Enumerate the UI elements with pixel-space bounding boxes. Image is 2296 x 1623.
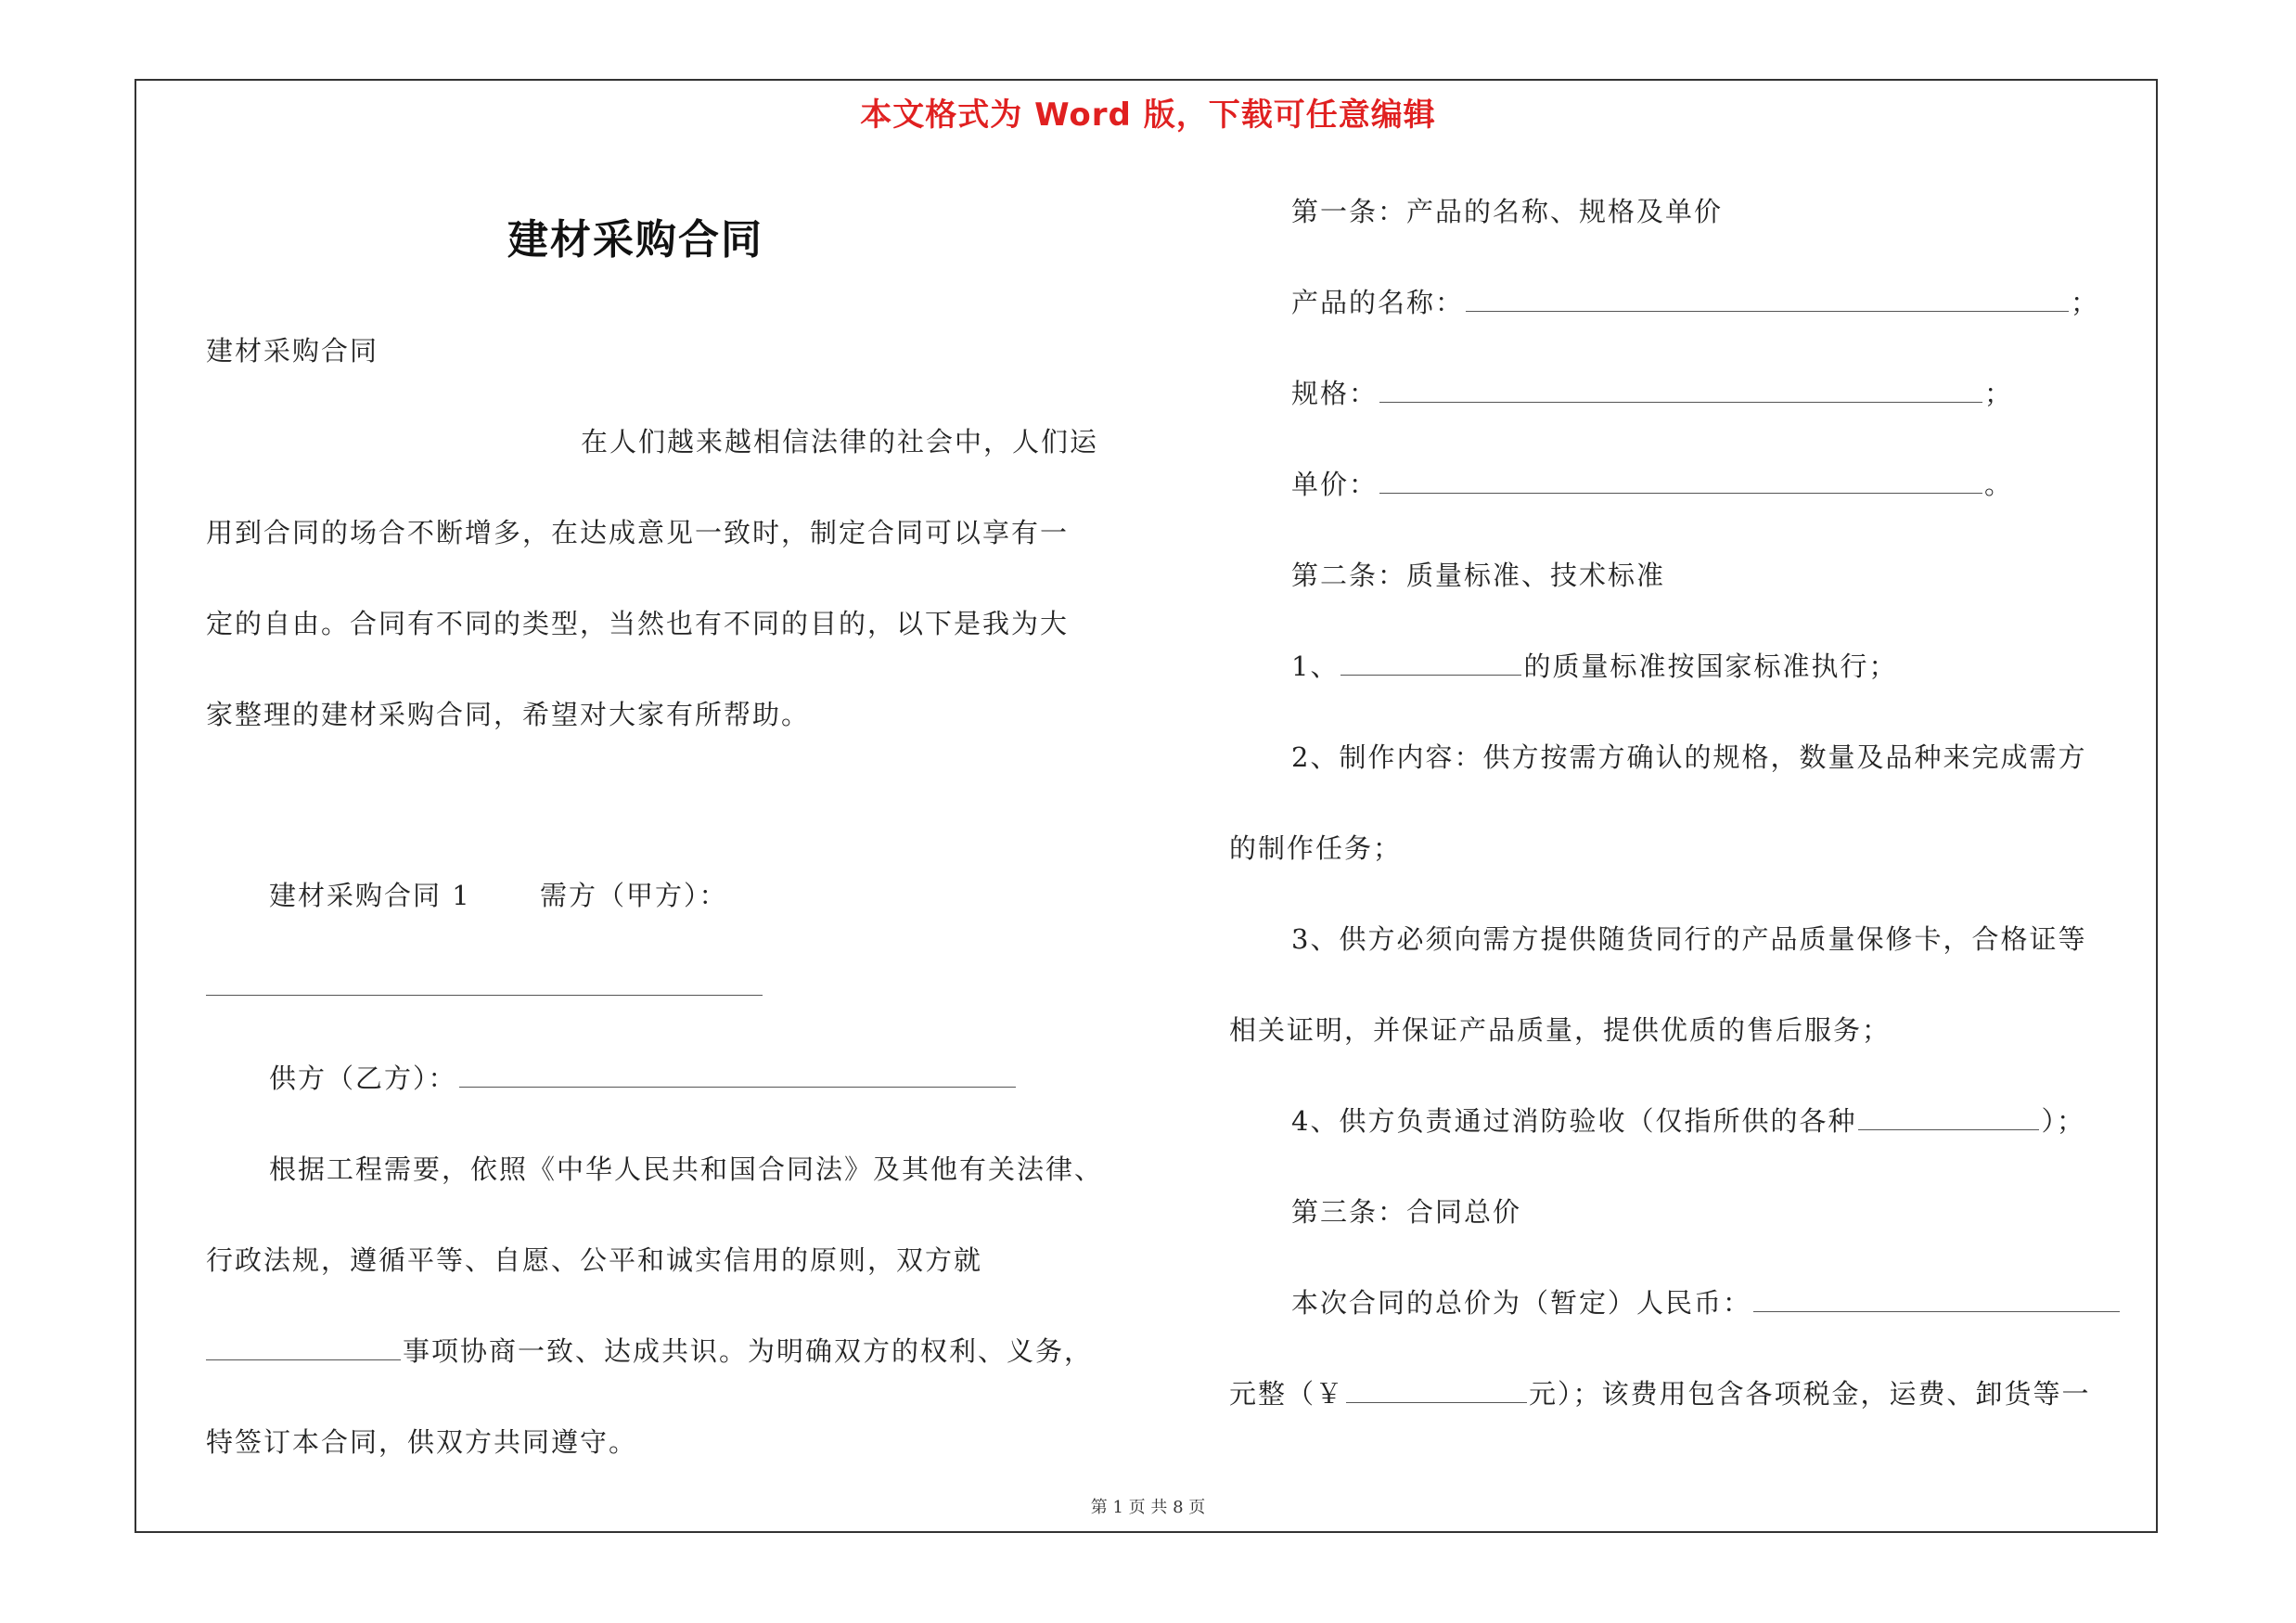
total-price-label: 本次合同的总价为（暂定）人民币： bbox=[1291, 1287, 1752, 1319]
party-b-blank[interactable] bbox=[459, 1063, 1016, 1088]
price-blank[interactable] bbox=[1379, 469, 1982, 494]
total-price-row bbox=[1291, 1284, 2122, 1321]
price-row bbox=[1291, 466, 2013, 503]
quality-item-4-end: ）； bbox=[2041, 1105, 2085, 1137]
document-title: 建材采购合同 bbox=[507, 216, 763, 264]
basis-line-1: 根据工程需要，依照《中华人民共和国合同法》及其他有关法律、 bbox=[269, 1153, 1104, 1185]
quality-item-2-line-2: 的制作任务； bbox=[1229, 832, 1403, 864]
contract-label: 建材采购合同 1 bbox=[269, 880, 471, 911]
spec-end: ； bbox=[1984, 378, 2014, 409]
spec-row bbox=[1291, 375, 2013, 412]
product-name-row bbox=[1291, 284, 2099, 321]
basis-line-3 bbox=[206, 1333, 1093, 1370]
quality-item-3-line-1: 3、供方必须向需方提供随货同行的产品质量保修卡，合格证等 bbox=[1291, 923, 2087, 955]
quality-item-4-text: 4、供方负责通过消防验收（仅指所供的各种 bbox=[1291, 1105, 1857, 1137]
subtitle: 建材采购合同 bbox=[206, 335, 379, 367]
party-a-label: 需方（甲方）： bbox=[540, 880, 728, 911]
page-footer: 第 1 页 共 8 页 bbox=[1090, 1498, 1206, 1517]
intro-line-2: 用到合同的场合不断增多，在达成意见一致时，制定合同可以享有一 bbox=[206, 517, 1070, 548]
quality-item-1-number: 1、 bbox=[1291, 650, 1340, 682]
total-price-row-2 bbox=[1229, 1375, 2091, 1412]
product-name-blank[interactable] bbox=[1466, 287, 2069, 312]
basis-line-3-text: 事项协商一致、达成共识。为明确双方的权利、义务， bbox=[403, 1335, 1094, 1367]
party-b-row bbox=[269, 1060, 1018, 1097]
spec-label: 规格： bbox=[1291, 378, 1379, 409]
quality-item-2-line-1: 2、制作内容：供方按需方确认的规格，数量及品种来完成需方 bbox=[1291, 741, 2087, 773]
party-b-label: 供方（乙方）： bbox=[269, 1063, 457, 1094]
intro-line-3: 定的自由。合同有不同的类型，当然也有不同的目的，以下是我为大 bbox=[206, 608, 1070, 639]
article-3-heading: 第三条：合同总价 bbox=[1291, 1196, 1522, 1228]
quality-item-3-line-2: 相关证明，并保证产品质量，提供优质的售后服务； bbox=[1229, 1014, 1892, 1046]
total-yuan-blank[interactable] bbox=[1346, 1378, 1527, 1403]
total-price-blank[interactable] bbox=[1753, 1287, 2120, 1312]
basis-line-4: 特签订本合同，供双方共同遵守。 bbox=[206, 1426, 638, 1458]
total-price-detail: 元）；该费用包含各项税金，运费、卸货等一 bbox=[1529, 1378, 2091, 1410]
price-end: 。 bbox=[1984, 469, 2014, 500]
intro-line-4: 家整理的建材采购合同，希望对大家有所帮助。 bbox=[206, 699, 811, 730]
quality-item-1-text: 的质量标准按国家标准执行； bbox=[1523, 650, 1898, 682]
basis-line-2: 行政法规，遵循平等、自愿、公平和诚实信用的原则，双方就 bbox=[206, 1244, 983, 1276]
product-name-label: 产品的名称： bbox=[1291, 287, 1465, 318]
quality-item-4-blank[interactable] bbox=[1858, 1105, 2039, 1130]
word-format-banner: 本文格式为 Word 版，下载可任意编辑 bbox=[860, 97, 1436, 134]
party-a-blank[interactable] bbox=[206, 995, 763, 996]
total-yuan-label: 元整（￥ bbox=[1229, 1378, 1345, 1410]
spec-blank[interactable] bbox=[1379, 378, 1982, 403]
quality-item-1 bbox=[1291, 648, 1897, 685]
product-name-end: ； bbox=[2071, 287, 2100, 318]
quality-item-1-blank[interactable] bbox=[1340, 650, 1521, 676]
matter-blank[interactable] bbox=[206, 1335, 401, 1360]
price-label: 单价： bbox=[1291, 469, 1379, 500]
intro-line-1: 在人们越来越相信法律的社会中，人们运 bbox=[581, 426, 1099, 457]
quality-item-4 bbox=[1291, 1102, 2085, 1140]
article-2-heading: 第二条：质量标准、技术标准 bbox=[1291, 560, 1666, 591]
article-1-heading: 第一条：产品的名称、规格及单价 bbox=[1291, 196, 1724, 227]
